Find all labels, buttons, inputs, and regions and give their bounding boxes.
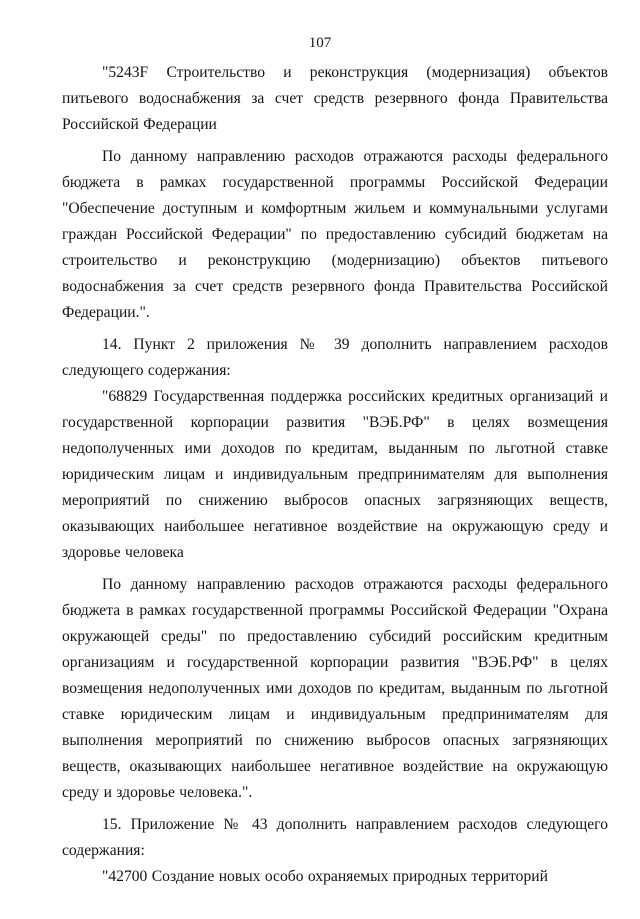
paragraph-5243f-heading: "5243F Строительство и реконструкция (модернизация) объектов питьевого водоснабжения за счет средств резервного фонда Правительства Российской Федерации (62, 64, 608, 133)
paragraph-item-14: 14. Пункт 2 приложения № 39 дополнить направлением расходов следующего содержания: (62, 336, 608, 379)
paragraph-42700-heading: "42700 Создание новых особо охраняемых природных территорий (102, 868, 548, 885)
paragraph-5243f-description: По данному направлению расходов отражаются расходы федерального бюджета в рамках государственной программы Российской Федерации "Обеспечение доступным и комфортным жильем и коммунальными услугами граждан Российской Федерации" по предоставлению субсидий бюджетам на строительство и реконструкцию (модернизацию) объектов питьевого водоснабжения за счет средств резервного фонда Правительства Российской Федерации.". (62, 148, 608, 321)
paragraph-68829-heading: "68829 Государственная поддержка российских кредитных организаций и государственной корпорации развития "ВЭБ.РФ" в целях возмещения недополученных ими доходов по кредитам, выданным по льготной ставке юридическим лицам и индивидуальным предпринимателям для выполнения мероприятий по снижению выбросов опасных загрязняющих веществ, оказывающих наибольшее негативное воздействие на окружающую среду и здоровье человека (62, 388, 608, 561)
paragraph-item-15: 15. Приложение № 43 дополнить направлением расходов следующего содержания: (62, 816, 608, 859)
page-number: 107 (308, 35, 332, 51)
paragraph-68829-description: По данному направлению расходов отражаются расходы федерального бюджета в рамках государственной программы Российской Федерации "Охрана окружающей среды" по предоставлению субсидий российским кредитным организациям и государственной корпорации развития "ВЭБ.РФ" в целях возмещения недополученных ими доходов по кредитам, выданным по льготной ставке юридическим лицам и индивидуальным предпринимателям для выполнения мероприятий по снижению выбросов опасных загрязняющих веществ, оказывающих наибольшее негативное воздействие на окружающую среду и здоровье человека.". (62, 576, 608, 801)
document-body (62, 60, 608, 890)
